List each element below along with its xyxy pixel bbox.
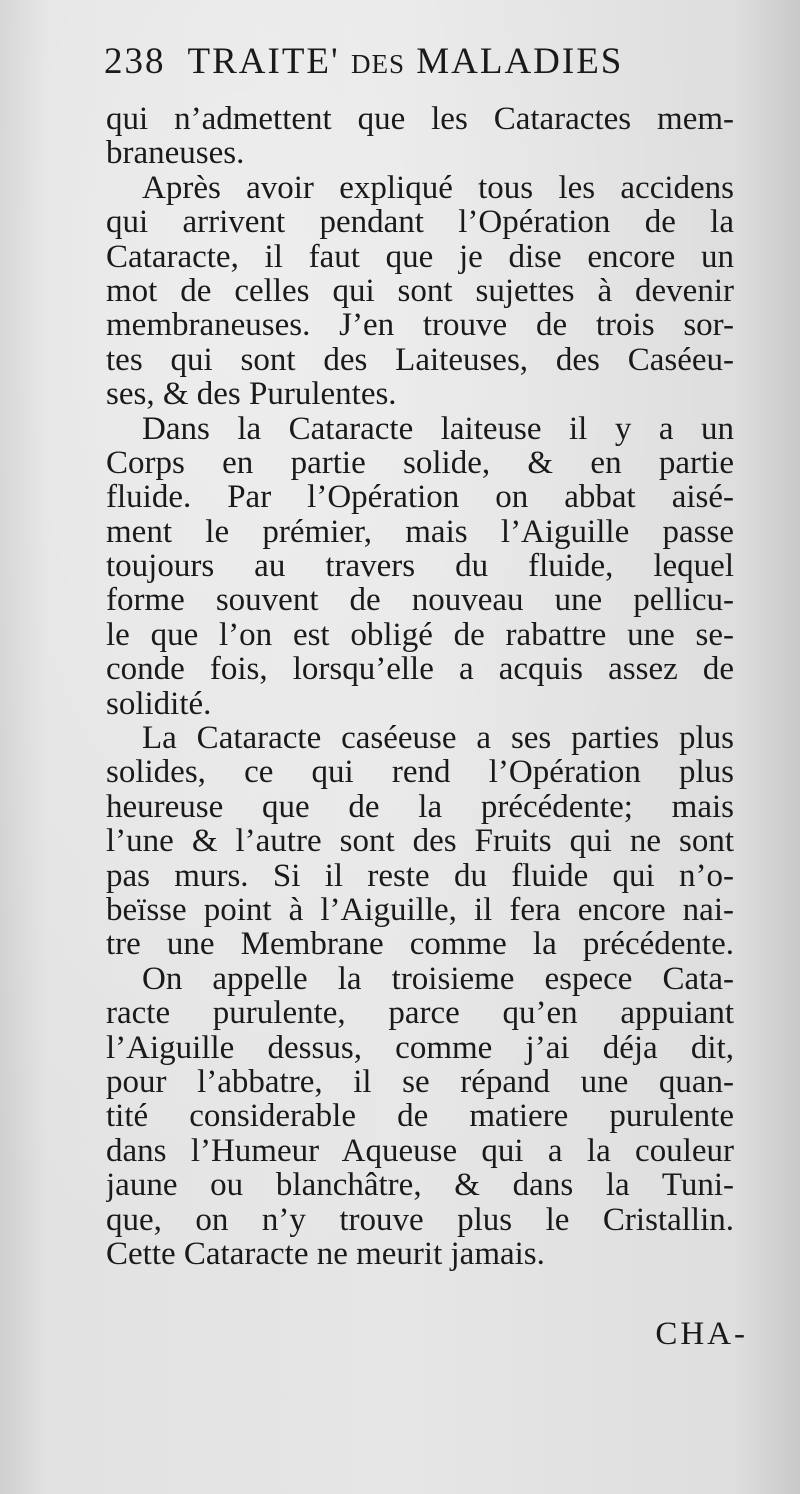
text-line: que, on n’y trouve plus le Cristallin. xyxy=(106,1202,734,1237)
running-header xyxy=(104,40,704,88)
text-line: tre une Membrane comme la précédente. xyxy=(106,927,734,962)
text-line: Corps en partie solide, & en partie xyxy=(106,445,734,481)
text-line: racte purulente, parce qu’en appuiant xyxy=(106,996,734,1031)
text-line: Après avoir expliqué tous les accidens xyxy=(142,170,734,206)
text-line: fluide. Par l’Opération on abbat aisé- xyxy=(106,480,734,515)
text-line: mot de celles qui sont sujettes à devenir xyxy=(106,273,734,309)
catchword: CHA- xyxy=(655,1316,748,1352)
body-text xyxy=(106,102,734,1271)
text-line: pour l’abbatre, il se répand une quan- xyxy=(106,1064,734,1100)
text-line: beïsse point à l’Aiguille, il fera encore nai- xyxy=(106,892,734,928)
text-line: ment le prémier, mais l’Aiguille passe xyxy=(106,514,734,550)
text-line: Cette Cataracte ne meurit jamais. xyxy=(106,1236,545,1272)
text-line: ses, & des Purulentes. xyxy=(106,377,397,412)
text-line: forme souvent de nouveau une pellicu- xyxy=(106,583,734,618)
text-line: l’une & l’autre sont des Fruits qui ne sont xyxy=(106,824,734,859)
header-title-part3: MALADIES xyxy=(416,41,624,82)
text-line: heureuse que de la précédente; mais xyxy=(106,789,734,825)
text-line: dans l’Humeur Aqueuse qui a la couleur xyxy=(106,1133,734,1169)
text-line: solides, ce qui rend l’Opération plus xyxy=(106,755,734,790)
text-line: La Cataracte caséeuse a ses parties plus xyxy=(142,721,734,756)
text-line: braneuses. xyxy=(106,136,245,171)
text-line: pas murs. Si il reste du fluide qui n’o- xyxy=(106,858,734,893)
text-line: le que l’on est obligé de rabattre une se- xyxy=(106,617,734,653)
text-line: qui arrivent pendant l’Opération de la xyxy=(106,205,734,240)
text-line: Cataracte, il faut que je dise encore un xyxy=(106,239,734,274)
text-line: tité considerable de matiere purulente xyxy=(106,1099,734,1134)
text-line: l’Aiguille dessus, comme j’ai déja dit, xyxy=(106,1030,734,1065)
text-line: tes qui sont des Laiteuses, des Caséeu- xyxy=(106,342,734,378)
page-number: 238 xyxy=(104,41,166,82)
text-line: membraneuses. J’en trouve de trois sor- xyxy=(106,308,734,343)
text-line: jaune ou blanchâtre, & dans la Tuni- xyxy=(106,1168,734,1203)
text-line: qui n’admettent que les Cataractes mem- xyxy=(106,102,734,137)
header-title-part1: TRAITE' xyxy=(187,41,340,82)
header-title-part2: DES xyxy=(350,49,405,79)
text-line: On appelle la troisieme espece Cata- xyxy=(142,961,734,997)
text-line: conde fois, lorsqu’elle a acquis assez de xyxy=(106,652,734,687)
text-line: Dans la Cataracte laiteuse il y a un xyxy=(142,411,734,446)
text-line: toujours au travers du fluide, lequel xyxy=(106,549,734,584)
text-line: solidité. xyxy=(106,686,212,722)
